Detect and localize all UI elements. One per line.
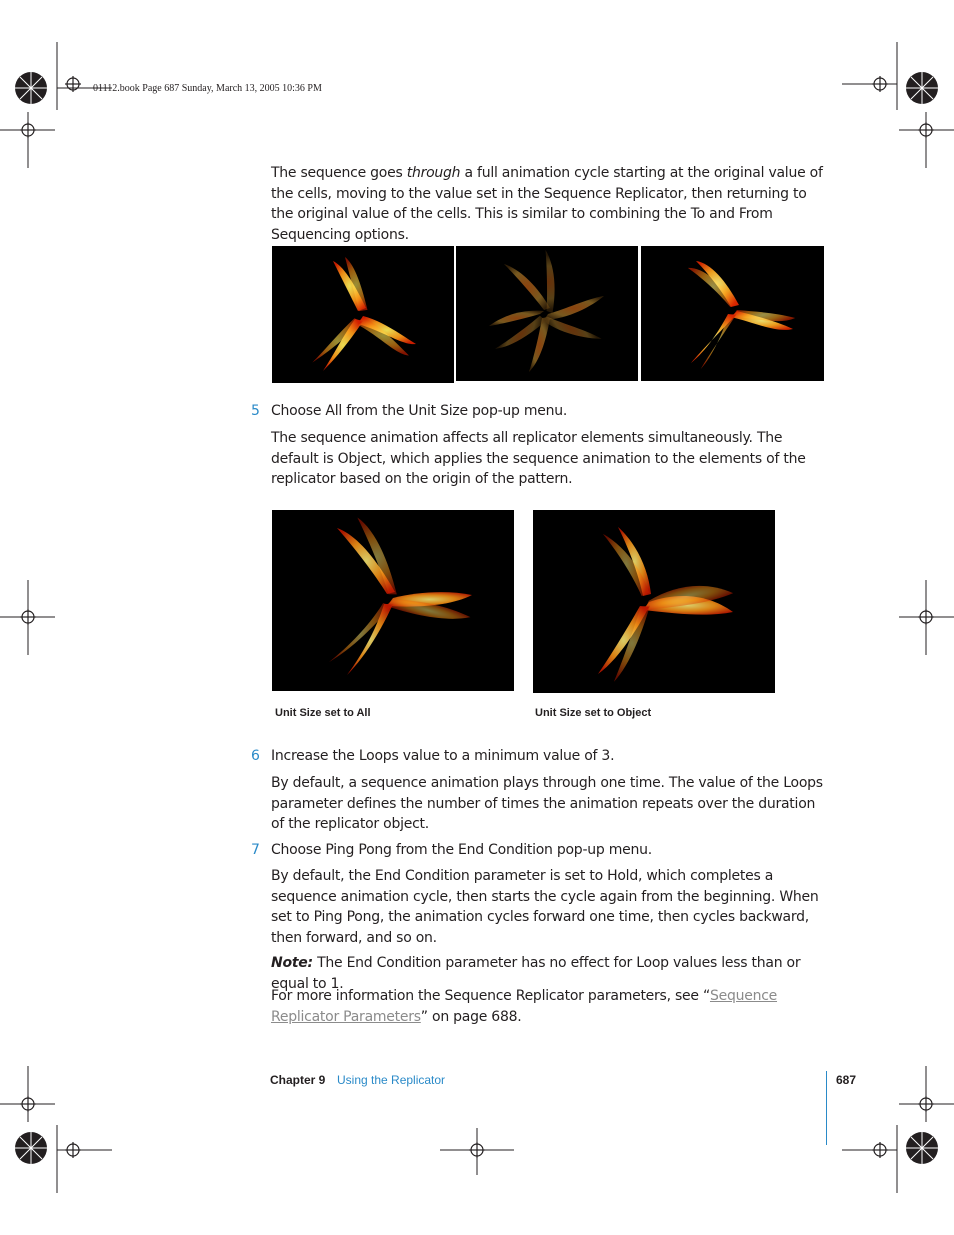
book-header-info: 01112.book Page 687 Sunday, March 13, 2005 10:36 PM <box>93 83 322 94</box>
note-label: Note: <box>271 955 313 971</box>
step-number-6: 6 <box>251 748 260 764</box>
note-text: The End Condition parameter has no effect for Loop values less than or equal to 1. <box>271 955 801 992</box>
step-5-instruction: Choose All from the Unit Size pop-up menu. <box>271 403 568 419</box>
step-number-5: 5 <box>251 403 260 419</box>
step-6-description: By default, a sequence animation plays through one time. The value of the Loops parameter defines the number of times the animation repeats over the duration of the replicator object. <box>271 775 823 832</box>
caption-unit-size-object: Unit Size set to Object <box>535 707 652 719</box>
footer-chapter-title: Using the Replicator <box>337 1073 446 1087</box>
footer-chapter-label: Chapter 9 <box>270 1073 326 1087</box>
step-7-instruction: Choose Ping Pong from the End Condition pop-up menu. <box>271 842 652 858</box>
intro-paragraph: The sequence goes through a full animation cycle starting at the original value of the cells, moving to the value set in the Sequence Replicator, then returning to the original value of the cells. This is similar to combining the To and From Sequencing options. <box>271 165 823 243</box>
step-5-description: The sequence animation affects all replicator elements simultaneously. The default is Object, which applies the sequence animation to the elements of the replicator based on the origin of the pattern. <box>271 430 806 487</box>
footer-page-number: 687 <box>836 1073 857 1087</box>
sequence-replicator-parameters-link[interactable]: Sequence Replicator Parameters <box>271 988 778 1025</box>
more-info-paragraph: For more information the Sequence Replicator parameters, see “Sequence Replicator Parameters” on page 688. <box>271 988 778 1025</box>
step-7-description: By default, the End Condition parameter is set to Hold, which completes a sequence animation cycle, then starts the cycle again from the beginning. When set to Ping Pong, the animation cycles forward one time, then cycles backward, then forward, and so on. <box>271 868 819 946</box>
step-number-7: 7 <box>251 842 260 858</box>
step-6-instruction: Increase the Loops value to a minimum value of 3. <box>271 748 615 764</box>
caption-unit-size-all: Unit Size set to All <box>275 707 371 719</box>
